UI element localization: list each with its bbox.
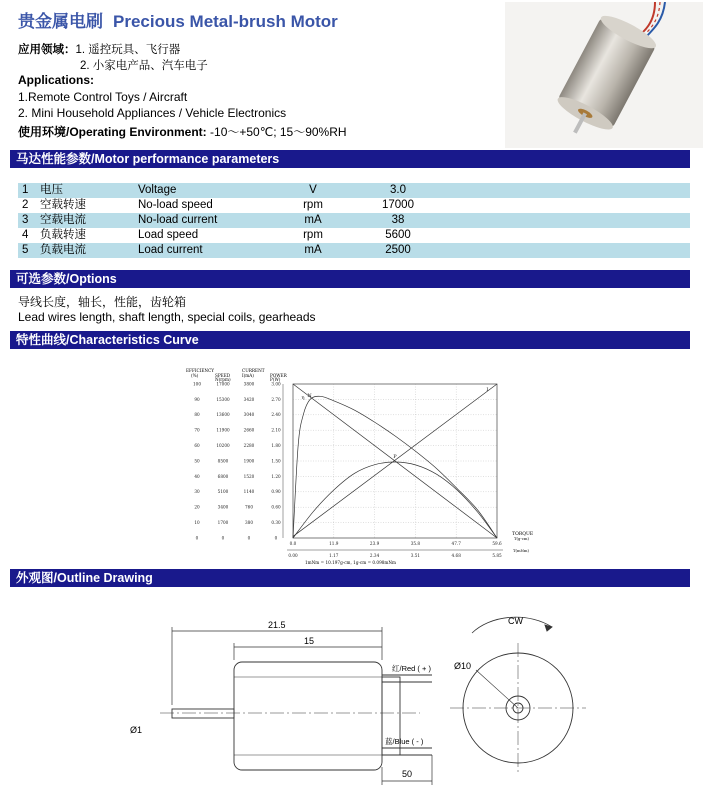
dim-wire-length: 50 bbox=[402, 769, 413, 779]
rotation-label: CW bbox=[508, 616, 523, 626]
power-tick-label: 1.20 bbox=[271, 473, 281, 479]
mnm-tick-label: 4.68 bbox=[451, 553, 461, 558]
current-tick-label: 3040 bbox=[243, 412, 255, 418]
efficiency-axis-unit: (%) bbox=[191, 373, 199, 378]
power-tick-label: 0.60 bbox=[271, 504, 281, 510]
performance-header: 马达性能参数/Motor performance parameters bbox=[10, 150, 690, 168]
current-tick-label: 1900 bbox=[243, 458, 255, 464]
dim-body-length: 15 bbox=[304, 636, 315, 646]
row-zh-name: 空载转速 bbox=[40, 199, 86, 211]
speed-tick-label: 13600 bbox=[216, 412, 230, 418]
torque-tick-label: 35.8 bbox=[410, 541, 421, 546]
row-en-name: Load speed bbox=[138, 229, 199, 241]
motor-side-view bbox=[160, 662, 432, 770]
current-tick-label: 3420 bbox=[243, 396, 255, 402]
current-axis-unit: I(mA) bbox=[242, 373, 254, 378]
table-row bbox=[18, 198, 690, 213]
row-en-name: Load current bbox=[138, 244, 203, 256]
speed-tick-label: 0 bbox=[221, 535, 225, 541]
speed-tick-label: 1700 bbox=[217, 520, 229, 525]
torque-tick-label: 0.0 bbox=[289, 541, 297, 546]
motor-end-view bbox=[450, 617, 586, 773]
row-unit: rpm bbox=[303, 199, 323, 211]
current-tick-label: 1520 bbox=[243, 473, 255, 479]
efficiency-tick-label: 100 bbox=[193, 381, 201, 387]
mnm-tick-label: 5.85 bbox=[492, 553, 502, 558]
row-value: 2500 bbox=[385, 244, 411, 256]
power-tick-label: 1.80 bbox=[271, 443, 281, 448]
speed-tick-label: 6800 bbox=[217, 473, 229, 479]
mnm-tick-label: 1.17 bbox=[329, 553, 339, 558]
page-title bbox=[18, 7, 338, 32]
row-unit: mA bbox=[304, 244, 322, 256]
speed-tick-label: 10200 bbox=[216, 443, 230, 448]
current-tick-label: 0 bbox=[247, 535, 251, 541]
torque-tick-label: 47.7 bbox=[451, 541, 461, 546]
efficiency-tick-label: 40 bbox=[194, 473, 200, 479]
table-row bbox=[18, 183, 690, 198]
title-en: Precious Metal-brush Motor bbox=[113, 12, 338, 31]
efficiency-tick-label: 60 bbox=[194, 443, 200, 448]
row-en-name: Voltage bbox=[138, 184, 177, 196]
environment-label: 使用环境/Operating Environment: bbox=[18, 125, 207, 139]
options-en: Lead wires length, shaft length, special coils, gearheads bbox=[18, 310, 316, 324]
efficiency-axis-title: EFFICIENCY bbox=[186, 368, 215, 373]
title-zh: 贵金属电刷 bbox=[18, 12, 103, 31]
dim-total-length: 21.5 bbox=[268, 620, 286, 630]
speed-tick-label: 3400 bbox=[217, 504, 229, 510]
power-tick-label: 0.90 bbox=[271, 489, 281, 495]
torque-axis-label: TORQUE bbox=[512, 532, 534, 537]
efficiency-tick-label: 80 bbox=[194, 412, 200, 418]
current-tick-label: 380 bbox=[245, 520, 253, 525]
row-zh-name: 负载转速 bbox=[40, 229, 86, 241]
row-value: 17000 bbox=[382, 199, 414, 211]
efficiency-curve-label: η bbox=[301, 394, 305, 401]
operating-environment bbox=[18, 123, 347, 140]
speed-tick-label: 8500 bbox=[217, 458, 229, 464]
current-curve-label: I bbox=[486, 387, 489, 394]
power-tick-label: 1.50 bbox=[271, 458, 281, 464]
mnm-axis-label: T(mNm) bbox=[513, 548, 530, 553]
row-en-name: No-load speed bbox=[138, 199, 213, 211]
power-tick-label: 2.70 bbox=[271, 396, 281, 402]
power-curve bbox=[293, 462, 497, 538]
power-curve-label: P bbox=[393, 453, 397, 460]
options-header: 可选参数/Options bbox=[10, 270, 690, 288]
power-tick-label: 3.00 bbox=[271, 381, 281, 387]
current-tick-label: 1140 bbox=[243, 489, 255, 495]
current-tick-label: 2280 bbox=[243, 443, 255, 448]
row-number: 5 bbox=[22, 244, 29, 256]
speed-tick-label: 15300 bbox=[216, 396, 230, 402]
speed-tick-label: 17000 bbox=[216, 381, 230, 387]
speed-tick-label: 5100 bbox=[217, 489, 229, 495]
applications-heading: Applications: bbox=[18, 73, 95, 87]
blue-wire-label: 蓝/Blue ( - ) bbox=[385, 737, 424, 746]
current-tick-label: 3800 bbox=[243, 381, 255, 387]
efficiency-curve bbox=[293, 396, 497, 538]
speed-axis-unit: N(rpm) bbox=[215, 377, 231, 382]
row-value: 38 bbox=[391, 214, 405, 226]
motor-photo-image bbox=[505, 2, 703, 148]
efficiency-tick-label: 90 bbox=[194, 396, 200, 402]
row-value: 3.0 bbox=[390, 184, 406, 196]
current-axis-title: CURRENT bbox=[242, 368, 265, 373]
current-tick-label: 2660 bbox=[243, 427, 255, 433]
dimension-lines bbox=[172, 627, 432, 785]
efficiency-tick-label: 70 bbox=[194, 427, 200, 433]
power-axis-title: POWER bbox=[270, 373, 287, 378]
characteristics-chart bbox=[175, 360, 545, 570]
row-number: 3 bbox=[22, 214, 29, 226]
row-unit: rpm bbox=[303, 229, 323, 241]
efficiency-tick-label: 50 bbox=[194, 458, 200, 464]
speed-curve-label: N bbox=[307, 392, 312, 399]
applications-zh-item: 1. 遥控玩具、飞行器 bbox=[75, 44, 181, 56]
performance-table bbox=[18, 183, 690, 258]
dim-body-diameter: Ø10 bbox=[454, 661, 472, 671]
curve-header: 特性曲线/Characteristics Curve bbox=[10, 331, 690, 349]
applications-zh-line1 bbox=[18, 41, 180, 57]
power-tick-label: 2.40 bbox=[271, 412, 281, 418]
motor-photo bbox=[505, 2, 703, 148]
torque-axis-unit: T(g-cm) bbox=[514, 536, 529, 541]
torque-tick-label: 23.9 bbox=[369, 541, 380, 546]
applications-item: 2. Mini Household Appliances / Vehicle Electronics bbox=[18, 106, 287, 120]
applications-zh-label: 应用领域： bbox=[18, 44, 76, 56]
row-unit: mA bbox=[304, 214, 322, 226]
chart-ticks bbox=[193, 381, 503, 558]
applications-zh-item: 2. 小家电产品、汽车电子 bbox=[80, 60, 208, 72]
body-outline bbox=[234, 662, 382, 770]
mnm-tick-label: 3.51 bbox=[410, 553, 421, 558]
row-number: 1 bbox=[22, 184, 29, 196]
torque-tick-label: 11.9 bbox=[329, 541, 339, 546]
efficiency-tick-label: 20 bbox=[194, 504, 200, 510]
power-tick-label: 0 bbox=[274, 535, 278, 541]
power-axis-unit: P(W) bbox=[270, 377, 281, 382]
speed-tick-label: 11900 bbox=[216, 427, 230, 433]
shaft-outline bbox=[172, 709, 234, 718]
dim-shaft-diameter: Ø1 bbox=[130, 725, 143, 735]
outline-drawing bbox=[120, 605, 600, 795]
table-row bbox=[18, 243, 690, 258]
row-zh-name: 电压 bbox=[40, 184, 63, 196]
efficiency-tick-label: 0 bbox=[195, 535, 199, 541]
row-number: 2 bbox=[22, 199, 29, 211]
row-zh-name: 空载电流 bbox=[40, 214, 86, 226]
current-tick-label: 760 bbox=[245, 504, 253, 510]
applications-item: 1.Remote Control Toys / Aircraft bbox=[18, 90, 188, 104]
mnm-tick-label: 2.34 bbox=[369, 553, 380, 558]
row-number: 4 bbox=[22, 229, 29, 241]
table-row bbox=[18, 213, 690, 228]
row-value: 5600 bbox=[385, 229, 411, 241]
row-en-name: No-load current bbox=[138, 214, 218, 226]
conversion-note: 1mNm = 10.197g-cm, 1g-cm = 0.098mNm bbox=[305, 560, 397, 565]
power-tick-label: 2.10 bbox=[271, 427, 281, 433]
table-row bbox=[18, 228, 690, 243]
row-unit: V bbox=[309, 184, 317, 196]
power-tick-label: 0.30 bbox=[271, 520, 281, 525]
red-wire-label: 红/Red ( + ) bbox=[392, 664, 431, 673]
outline-header: 外观图/Outline Drawing bbox=[10, 569, 690, 587]
efficiency-tick-label: 10 bbox=[194, 520, 200, 525]
options-zh: 导线长度，轴长，性能，齿轮箱 bbox=[18, 295, 187, 309]
row-zh-name: 负载电流 bbox=[40, 244, 86, 256]
mnm-tick-label: 0.00 bbox=[288, 553, 298, 558]
torque-tick-label: 59.6 bbox=[492, 541, 502, 546]
efficiency-tick-label: 30 bbox=[194, 489, 200, 495]
environment-value: -10～+50℃; 15～90%RH bbox=[206, 125, 347, 139]
speed-axis-title: SPEED bbox=[215, 373, 231, 378]
